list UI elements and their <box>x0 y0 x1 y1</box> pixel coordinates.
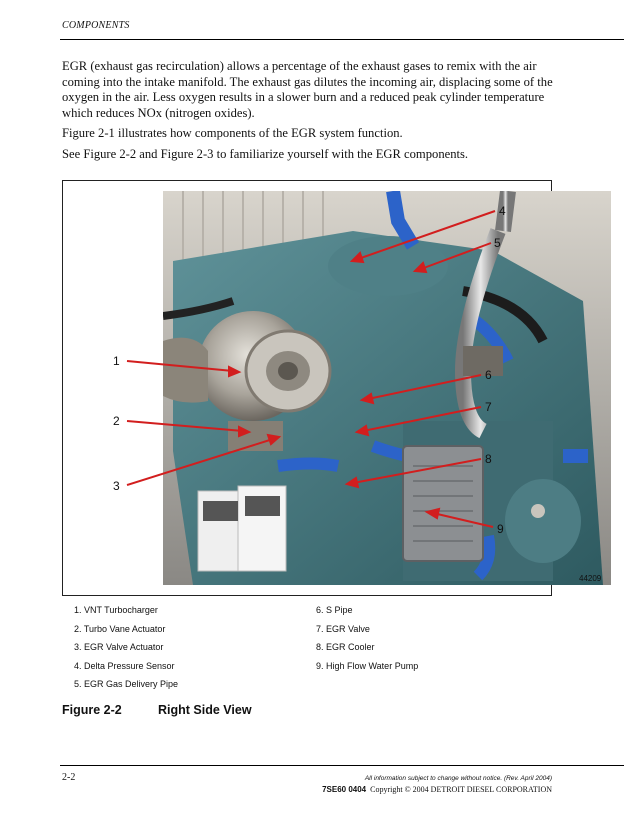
header-rule <box>60 39 624 40</box>
callout-layer <box>63 181 551 595</box>
legend-item: 4. Delta Pressure Sensor <box>74 660 175 671</box>
paragraph-figure-ref: Figure 2-1 illustrates how components of the EGR system function. <box>62 126 403 140</box>
callout-arrow-1 <box>127 361 233 371</box>
callout-label-2: 2 <box>113 414 120 428</box>
photo-number: 44209 <box>579 574 602 583</box>
figure-caption <box>62 703 252 717</box>
callout-arrow-9 <box>433 513 493 527</box>
figure-title: Right Side View <box>158 703 252 717</box>
callout-arrow-7 <box>363 407 481 431</box>
page-number: 2-2 <box>62 772 76 783</box>
callout-label-7: 7 <box>485 400 492 414</box>
callout-label-9: 9 <box>497 522 504 536</box>
footer-notice: All information subject to change without notice. (Rev. April 2004) <box>364 775 552 782</box>
legend-item: 1. VNT Turbocharger <box>74 605 158 615</box>
doc-code: 7SE60 0404 <box>322 785 367 794</box>
callout-label-5: 5 <box>494 236 501 250</box>
callout-label-6: 6 <box>485 368 492 382</box>
footer-rule <box>60 765 624 766</box>
paragraph-egr-intro: EGR (exhaust gas recirculation) allows a percentage of the exhaust gases to remix with the air coming into the intake manifold. The exhaust gas dilutes the incoming air, displacing some of the oxygen in the air. Less oxygen results in a slower burn and a reduced peak cylinder temperature which reduces NOx (nitrogen oxides). <box>62 59 553 120</box>
paragraph-see-figures: See Figure 2-2 and Figure 2-3 to familiarize yourself with the EGR components. <box>62 147 469 161</box>
callout-arrow-8 <box>353 459 481 483</box>
legend-item: 8. EGR Cooler <box>316 642 375 652</box>
callout-arrow-6 <box>368 375 481 399</box>
callout-arrow-2 <box>127 421 243 431</box>
legend-item: 7. EGR Valve <box>316 623 370 634</box>
legend-item: 9. High Flow Water Pump <box>316 660 419 671</box>
legend-item: 2. Turbo Vane Actuator <box>74 623 166 634</box>
legend-item: 5. EGR Gas Delivery Pipe <box>74 679 179 689</box>
legend-left <box>74 604 178 697</box>
callout-label-3: 3 <box>113 479 120 493</box>
callout-label-1: 1 <box>113 354 120 368</box>
figure-number: Figure 2-2 <box>62 703 122 717</box>
legend-item: 3. EGR Valve Actuator <box>74 642 164 652</box>
footer-copyright-line <box>322 785 552 794</box>
section-header: COMPONENTS <box>62 20 130 31</box>
legend-item: 6. S Pipe <box>316 605 353 615</box>
callout-arrow-3 <box>127 439 273 485</box>
callout-arrow-5 <box>421 243 491 269</box>
figure-box <box>62 180 602 596</box>
callout-label-8: 8 <box>485 452 492 466</box>
legend-right <box>316 604 418 678</box>
copyright: Copyright © 2004 DETROIT DIESEL CORPORATION <box>370 785 552 794</box>
callout-label-4: 4 <box>499 204 506 218</box>
callout-arrow-4 <box>358 211 495 259</box>
